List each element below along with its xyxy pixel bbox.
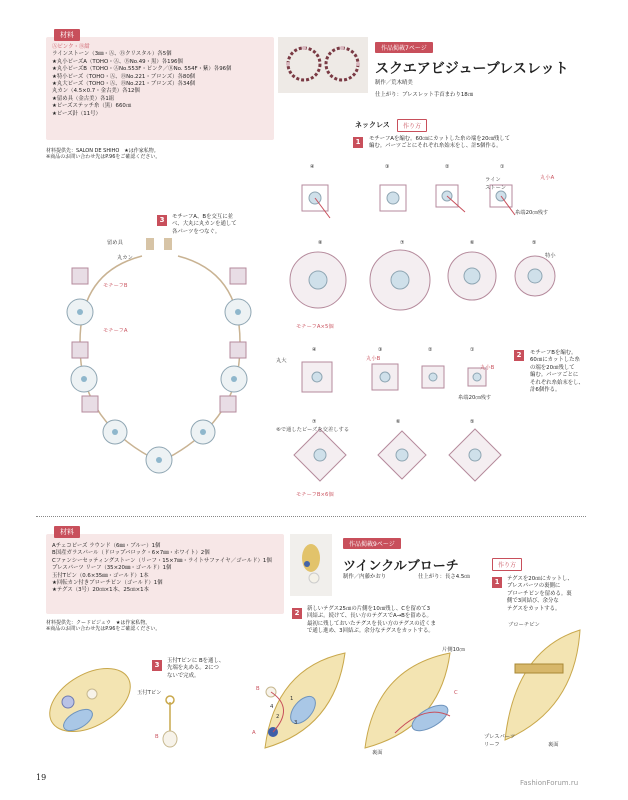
label-beads-note: ⑥で通したビーズを交差しする [276,427,350,433]
label-ura2: 裏面 [548,742,559,748]
howto-badge-2: 作り方 [492,558,522,571]
label-b: B [256,686,260,692]
step-num-a8: ⑧ [318,240,323,246]
num-4: 4 [270,704,274,710]
motif-b-steps-row2 [290,425,520,490]
tpin-diagram [150,694,190,754]
brooch-photo [290,534,332,596]
step2-text: モチーフBを編む。 60㎝にカットした糸 の端を20㎝残して 編む。パーツごとに それぞれ糸始末をし、 計6個作る。 [530,350,584,394]
motif-a-steps-row2 [288,238,568,328]
label-tomegu: 留め具 [107,240,123,246]
material-list-2: Aチェコビーズ ラウンド（6㎜・ブルー）1個 B国産ガラスパール（ドロップバロック・6×7㎜・ホワイト）2個 Cファンシーセッティングストーン（リーフ・15×7㎜・ライトサファイヤ／ゴールド）1個 プレスパーツ リーフ（35×20㎜・ゴールド）1個 玉付Tピン（0.6×35㎜・ゴールド）1本 ★回転カン付きブローチピン（ゴールド）1個 ★テグス（3号）20㎝×1本、25㎝×1本 [52,543,272,594]
label-ito20-a: 糸端20㎝残す [515,210,549,216]
watermark: FashionForum.ru [520,779,579,787]
label-b-final: B [155,734,159,740]
material-notes-1: 材料提供先：SALON DE SHIHO ★は作家私物。 ※商品のお問い合わせ先はP.96をご確認ください。 [46,148,161,161]
motif-a-steps-row1 [290,160,540,230]
material-notes-2: 材料提供先：クードビジュウ ★は作家私物。 ※商品のお問い合わせ先はP.96をご確認ください。 [46,620,161,633]
step-num-a7: ⑦ [400,240,405,246]
b-step1-text: テグスを20㎝にカットし、 プレスパーツの裏側に ブローチピンを留める。裏 側で3回結び、余分な テグスをカットする。 [507,576,573,612]
brooch-diagram-pin [485,620,585,750]
label-tpin: 玉付Tピン [137,690,162,696]
label-a: A [252,730,256,736]
step-num-a5: ⑤ [532,240,537,246]
label-line-stone: ライン ストーン [485,177,507,191]
project1-author: 制作／荒木晴美 [375,80,413,86]
brooch-diagram-step2a [255,648,355,758]
project2-title: ツインクルブローチ [343,559,459,574]
project2-badge: 作品掲載9ページ [343,538,401,549]
project2-size: 仕上がり：長さ4.5㎝ [418,574,470,580]
step-num-a3: ③ [385,164,390,170]
brooch-illustration [290,534,332,596]
step1-text: モチーフAを編む。60㎝にカットした糸の端を20㎝残して 編む。パーツごとにそれぞれ糸始末をし、計5個作る。 [369,136,511,150]
bracelet-illustration [278,37,368,93]
num-3: 3 [294,720,298,726]
step-num-a4: ④ [310,164,315,170]
step-num-a2: ② [445,164,450,170]
step-num-b1: ① [470,347,475,353]
num-1: 1 [290,696,294,702]
step-num-a1: ① [500,164,505,170]
step3a-number: 3 [157,215,167,226]
material-title-1: 材料 [54,29,80,41]
b-step2-text: 新しいテグス25㎝の片側を10㎝残し、Cを留めて3 回結ぶ。続けて、長い方のテグスでA→Bを留める。 最初に残しておいたテグスを長い方のテグスの近くま で通し進め、3回結ぶ。余分なテグスをカットする。 [307,606,436,635]
material-title-2: 材料 [54,526,80,538]
label-ura: 裏面 [372,750,383,756]
step1-number: 1 [353,137,363,148]
label-motif-a-count: モチーフA×5個 [296,324,334,330]
num-2: 2 [276,714,280,720]
brooch-diagram-back [355,648,465,758]
label-kataha: 片側10㎝ [442,647,465,653]
page-number: 19 [36,773,47,782]
label-tokushou: 特小 [545,253,556,259]
label-motif-a: モチーフA [103,328,128,334]
step-num-b3: ③ [378,347,383,353]
label-motif-b: モチーフB [103,283,128,289]
b-step3-text: 玉付Tピンに Bを通し、 先端を丸める。2につ ないで完成。 [167,658,225,679]
step-num-b4: ④ [312,347,317,353]
project1-badge: 作品掲載7ページ [375,42,433,53]
section-divider [36,516,586,517]
label-c: C [454,690,458,696]
label-marushou-b-2: 丸小B [480,365,495,371]
step2-number: 2 [514,350,524,361]
step-num-b5: ⑤ [470,419,475,425]
label-motif-b-count: モチーフB×6個 [296,492,334,498]
label-marushou-b: 丸小B [366,356,381,362]
project2-author: 制作／内藤かおり [343,574,387,580]
b-step3-number: 3 [152,660,162,671]
project1-size: 仕上がり：ブレスレット手首まわり18㎝ [375,92,474,98]
necklace-diagram [60,232,260,482]
label-marushou-a: 丸小A [540,175,555,181]
label-marukan: 丸カン [117,255,133,261]
bracelet-photo [278,37,368,93]
step-num-b7: ⑦ [312,419,317,425]
label-brooch-pin: ブローチピン [508,622,540,628]
label-ito20-b: 糸端20㎝残す [458,395,492,401]
howto-badge-1: 作り方 [397,119,427,132]
necklace-label: ネックレス [355,121,390,129]
step-num-b2: ② [428,347,433,353]
brooch-diagram-final [40,650,150,760]
project1-title: スクエアビジューブレスレット [375,61,569,77]
step-num-a6: ⑥ [470,240,475,246]
b-step2-number: 2 [292,608,302,619]
b-step1-number: 1 [492,577,502,588]
material-list-1: Ⓐピンク・Ⓑ紺 ラインストーン（3㎜・Ⓐ、Ⓑクリスタル）各5個 ★丸小ビーズA（TOHO・Ⓐ、ⒷNo.49・黒）各196個 ★丸小ビーズB（TOHO・ⒶNo.553F・ピンク／ⒷNo. 554F・紫）各96個 ★特小ビーズ（TOHO・Ⓐ、ⒷNo.221・ブロンズ）各80個 ★丸大ビーズ（TOHO・Ⓐ、ⒷNo.221・ブロンズ）各34個 丸カン（4.5×0.7・金古美）各12個 ★留め具（金古美）各1組 ★ビーズステッチ糸（黒）660㎝ ★ビーズ針（11号） [52,44,232,117]
step3a-text: モチーフA、Bを交互に並 べ、大丸に丸カンを通して 各パーツをつなぐ。 [172,214,237,235]
necklace-motifs [67,268,251,473]
label-marudai: 丸大 [276,358,287,364]
step-num-b6: ⑥ [396,419,401,425]
label-press-parts: プレスパーツ リーフ [484,734,516,748]
motif-b-steps-row1 [290,350,500,410]
